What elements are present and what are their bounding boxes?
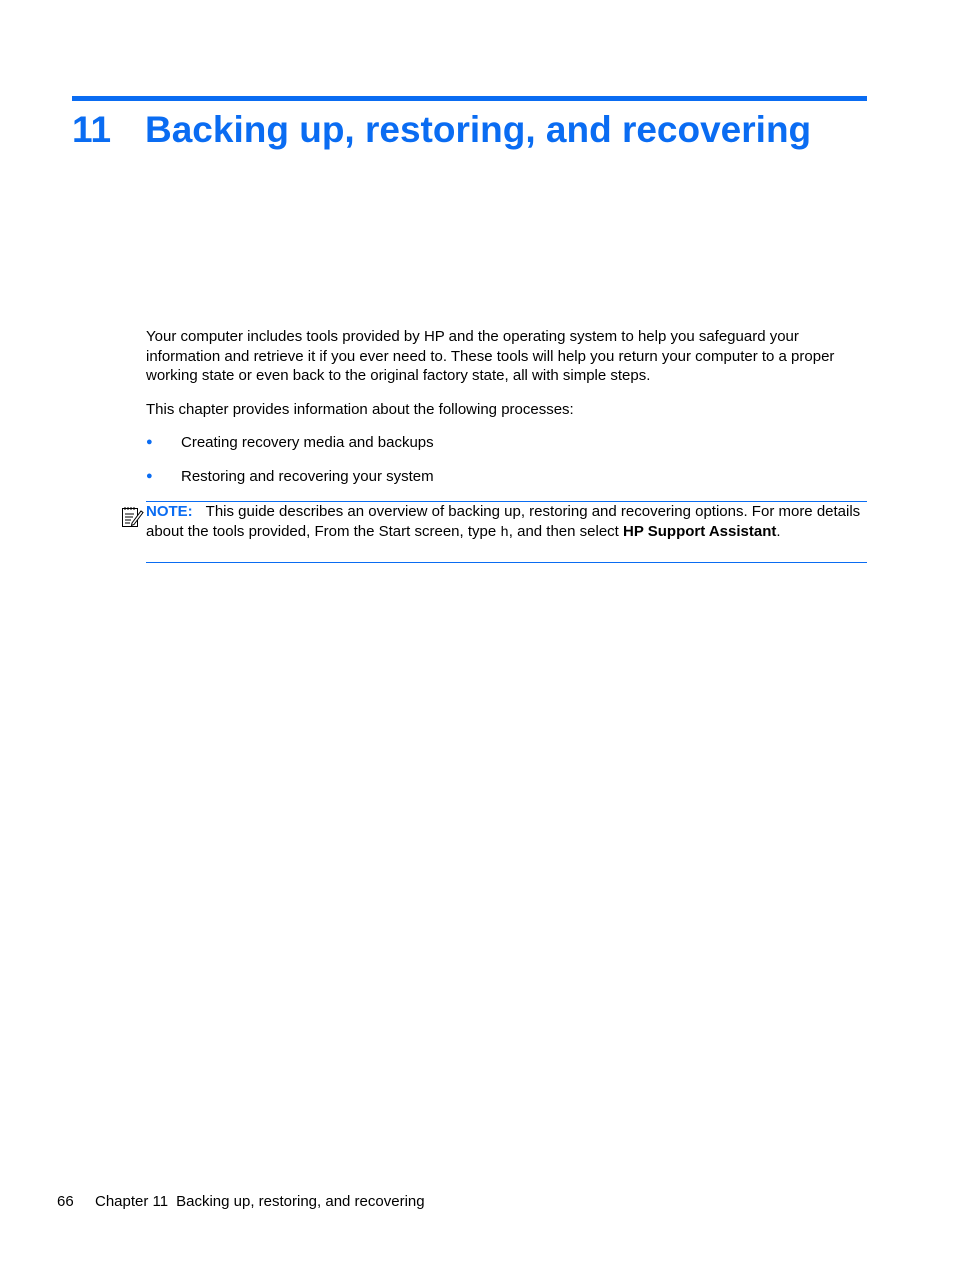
note-text-after: .	[776, 523, 781, 540]
process-list	[146, 433, 868, 501]
note-text-middle: , and then select	[508, 523, 624, 540]
page-number: 66	[57, 1193, 74, 1210]
list-item	[146, 433, 868, 467]
list-item-text: Restoring and recovering your system	[181, 468, 434, 485]
note-text-before: This guide describes an overview of backing up, restoring and recovering options. For more details about the tools provided, From the Start screen, type	[146, 503, 861, 540]
chapter-title	[72, 106, 892, 154]
note-code: h	[500, 525, 509, 541]
page-footer	[57, 1192, 425, 1211]
note-icon	[120, 504, 144, 528]
note-label: NOTE:	[146, 503, 193, 520]
bullet-icon: ●	[146, 470, 153, 482]
footer-chapter-label: Chapter 11	[95, 1193, 169, 1210]
lead-paragraph: This chapter provides information about the following processes:	[146, 401, 574, 418]
chapter-heading-rule	[72, 96, 867, 101]
list-item-text: Creating recovery media and backups	[181, 434, 434, 451]
intro-paragraph: Your computer includes tools provided by HP and the operating system to help you safeguard your information and retrieve it if you ever need to. These tools will help you return your computer to a proper working state or even back to the original factory state, all with simple steps.	[146, 328, 835, 384]
footer-chapter-title: Backing up, restoring, and recovering	[176, 1193, 425, 1210]
note-callout	[146, 501, 867, 563]
chapter-title-text: Backing up, restoring, and recovering	[145, 109, 812, 150]
list-item	[146, 467, 868, 501]
chapter-number: 11	[72, 109, 112, 150]
note-text	[146, 502, 867, 543]
bullet-icon: ●	[146, 436, 153, 448]
note-strong-term: HP Support Assistant	[623, 523, 777, 540]
